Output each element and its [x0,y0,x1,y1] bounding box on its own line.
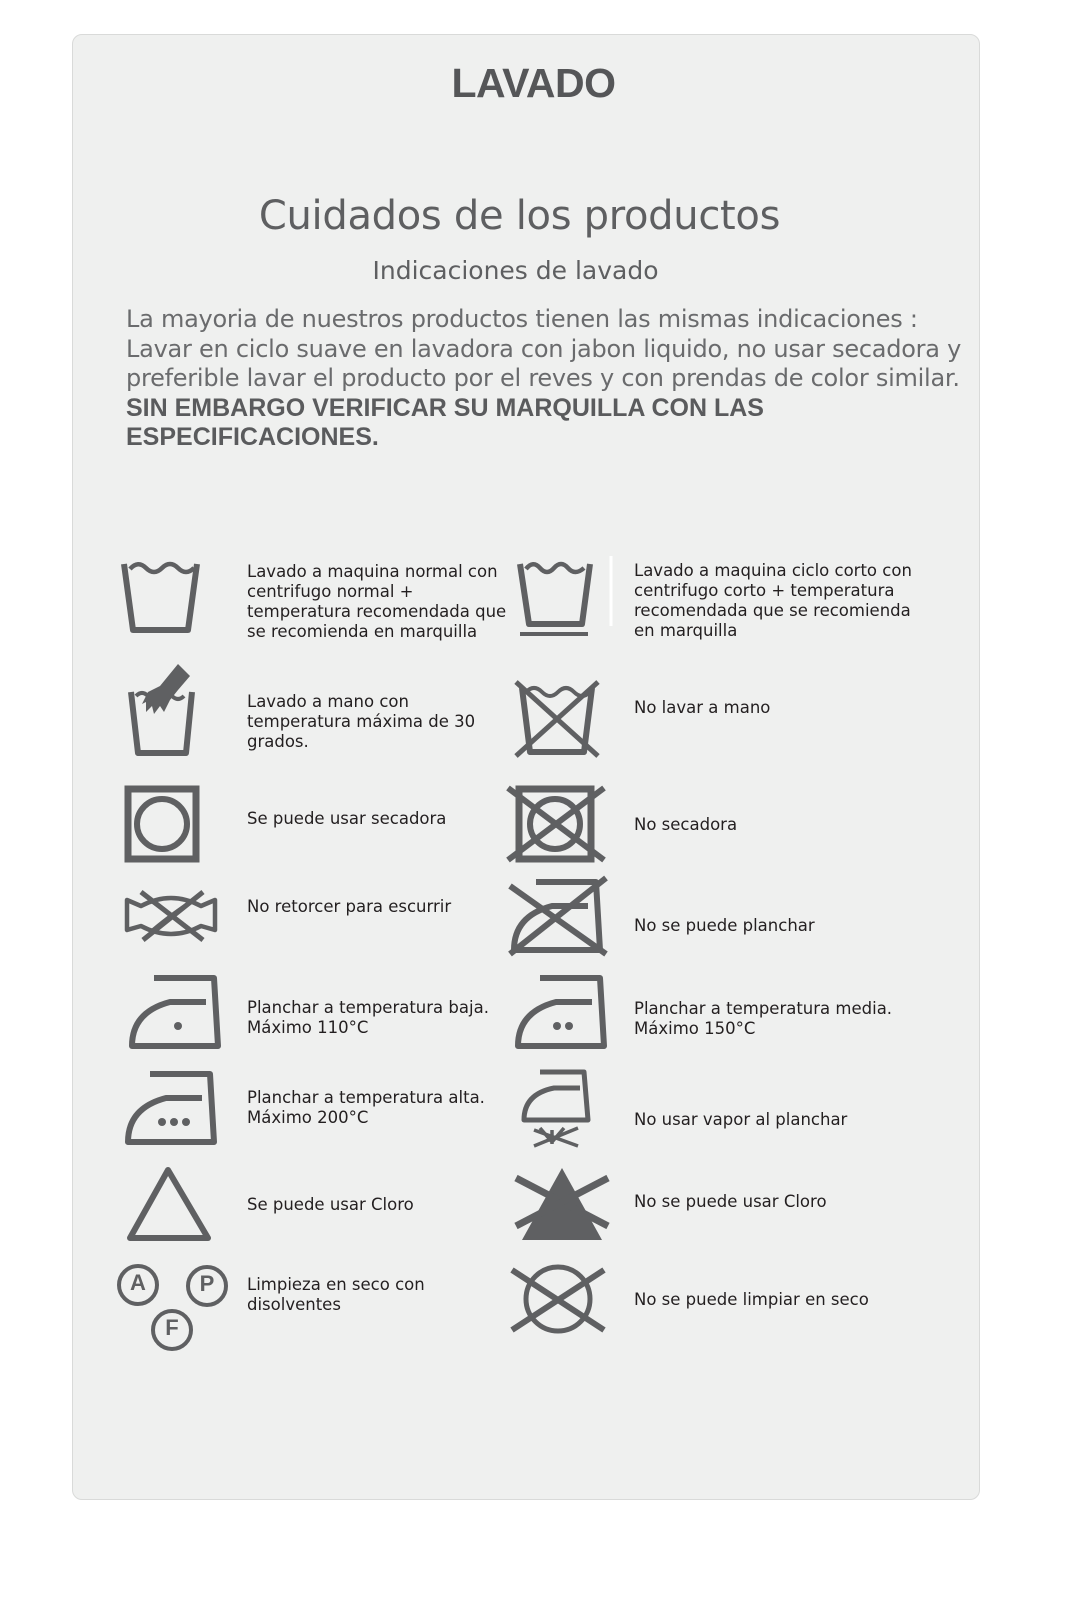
label-hand-wash: Lavado a mano con temperatura máxima de 30 grados. [247,692,476,751]
no-dry-clean-icon [506,1262,610,1336]
no-steam-icon [518,1066,598,1150]
label-no-hand-wash: No lavar a mano [634,698,771,717]
solvent-letter-a: A [130,1270,146,1295]
label-dry-clean-solvents: Limpieza en seco con disolventes [247,1275,425,1314]
no-bleach-icon [510,1164,614,1246]
label-bleach: Se puede usar Cloro [247,1195,414,1214]
label-tumble-dry: Se puede usar secadora [247,809,447,828]
wash-tub-icon [118,556,204,640]
page-title: LAVADO [451,60,616,106]
label-iron-high: Planchar a temperatura alta. Máximo 200°C [247,1088,485,1127]
no-wring-icon [123,888,219,944]
solvent-letter-p: P [199,1271,215,1296]
label-no-tumble-dry: No secadora [634,815,738,834]
intro-paragraph [126,305,966,453]
dry-clean-solvents-icon [116,1262,228,1358]
iron-high-icon [122,1068,222,1150]
label-iron-medium: Planchar a temperatura media. Máximo 150°C [634,999,893,1038]
wash-short-cycle-icon [514,556,614,640]
iron-low-icon [126,972,222,1054]
label-no-bleach: No se puede usar Cloro [634,1192,827,1211]
section-heading: Indicaciones de lavado [372,256,659,285]
label-no-dry-clean: No se puede limpiar en seco [634,1290,869,1309]
tumble-dry-icon [122,784,202,864]
label-no-iron: No se puede planchar [634,916,815,935]
intro-text: La mayoria de nuestros productos tienen las mismas indicaciones : Lavar en ciclo suave en lavadora con jabon liquido, no usar secadora y preferible lavar el producto por el reves y con prendas de color similar. [126,305,962,392]
hand-wash-icon [124,660,204,760]
page-subtitle: Cuidados de los productos [258,193,781,239]
no-hand-wash-icon [512,678,604,760]
iron-medium-icon [512,972,608,1054]
intro-emphasis: SIN EMBARGO VERIFICAR SU MARQUILLA CON LAS ESPECIFICACIONES. [126,393,764,451]
label-machine-wash: Lavado a maquina normal con centrifugo normal + temperatura recomendada que se recomienda en marquilla [247,562,507,641]
no-tumble-dry-icon [504,784,608,864]
bleach-icon [124,1164,214,1246]
label-no-steam: No usar vapor al planchar [634,1110,848,1129]
label-iron-low: Planchar a temperatura baja. Máximo 110°C [247,998,489,1037]
no-iron-icon [506,874,610,958]
solvent-letter-f: F [165,1315,179,1340]
label-no-wring: No retorcer para escurrir [247,897,452,916]
label-short-cycle: Lavado a maquina ciclo corto con centrifugo corto + temperatura recomendada que se recomienda en marquilla [634,561,912,640]
